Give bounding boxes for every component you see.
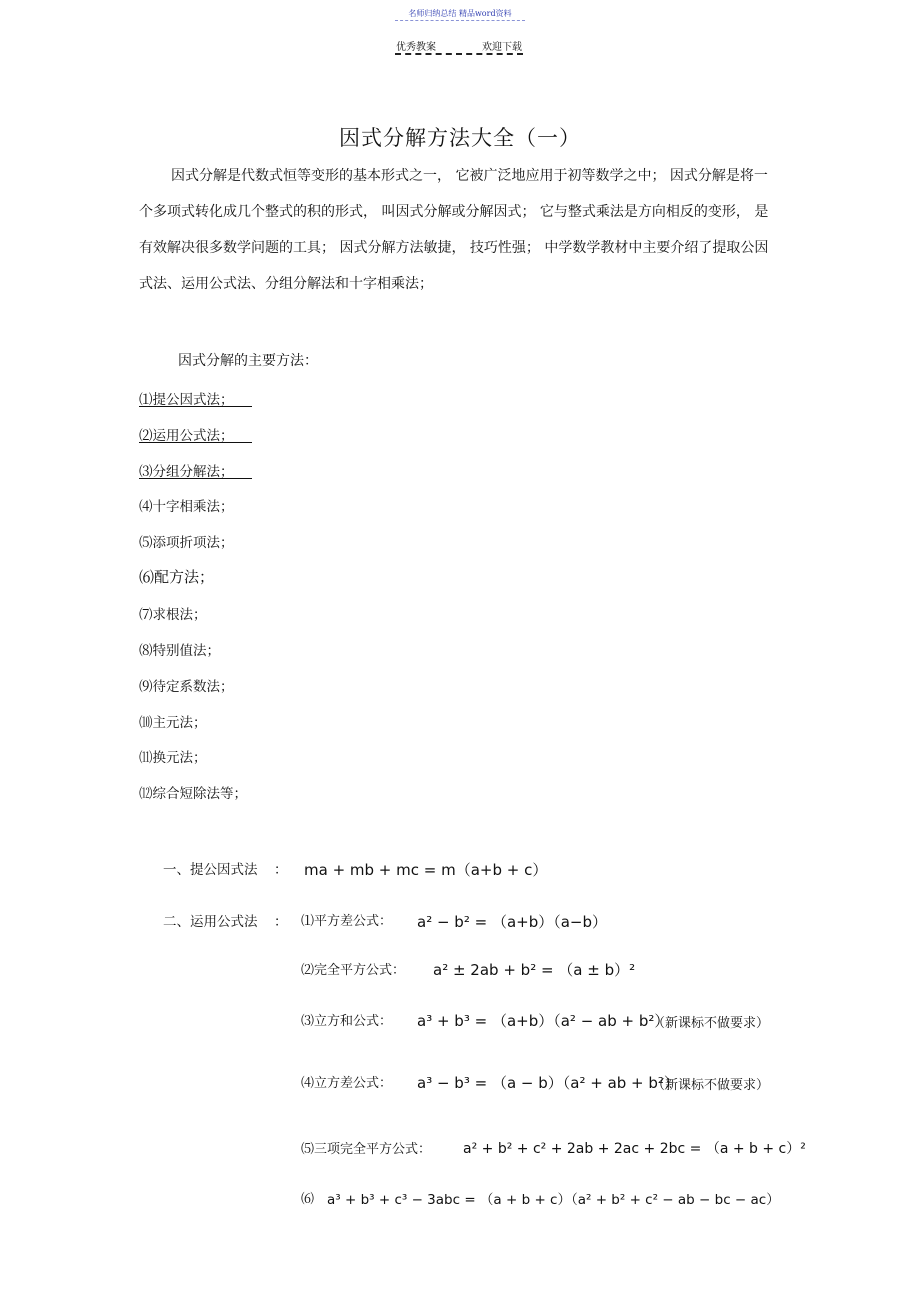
intro-paragraph: 因式分解是代数式恒等变形的基本形式之一， 它被广泛地应用于初等数学之中； 因式分解是将一个多项式转化成几个整式的积的形式， 叫因式分解或分解因式； 它与整式乘法是方向相反的变形， 是有效解决很多数学问题的工具； 因式分解方法敏捷， 技巧性强； 中学数学教材中主要介绍了提取公因式法、运用公式法、分组分解法和十字相乘法； <box>139 168 769 292</box>
method-underline <box>139 406 252 407</box>
method-item: ⑾换元法； <box>139 750 207 766</box>
method-item: ⑽主元法； <box>139 715 207 731</box>
method-item: ⑵运用公式法； <box>139 428 234 444</box>
trinomial-square-formula: a² + b² + c² + 2ab + 2ac + 2bc = （a + b + c）² <box>463 1141 806 1157</box>
method-underline <box>139 442 252 443</box>
method-item: ⑶分组分解法； <box>139 464 234 480</box>
header-divider <box>395 20 525 21</box>
section-formula-method-label: 二、运用公式法 <box>163 914 258 930</box>
difference-of-cubes-formula: a³ − b³ = （a − b）（a² + ab + b²） <box>417 1074 679 1092</box>
method-item: ⑿综合短除法等； <box>139 786 247 802</box>
formula-label: ⑵完全平方公式： <box>301 963 406 978</box>
section-common-factor-label: 一、提公因式法 <box>163 862 258 878</box>
document-title: 因式分解方法大全（一） <box>339 126 581 150</box>
formula-label: ⑷立方差公式： <box>301 1076 393 1091</box>
header-right-label: 欢迎下载 <box>482 42 522 53</box>
method-item: ⑺求根法； <box>139 607 207 623</box>
perfect-square-formula: a² ± 2ab + b² = （a ± b）² <box>433 961 636 979</box>
formula-label: ⑹ <box>301 1192 315 1207</box>
section-colon: ： <box>274 914 288 930</box>
method-item: ⑹配方法； <box>139 568 215 586</box>
difference-of-squares-formula: a² − b² = （a+b）（a−b） <box>417 913 608 931</box>
formula-label: ⑴平方差公式： <box>301 914 393 929</box>
method-item: ⑼待定系数法； <box>139 679 234 695</box>
header-left-label: 优秀教案 <box>396 42 436 53</box>
formula-label: ⑸三项完全平方公式： <box>301 1142 432 1157</box>
methods-heading: 因式分解的主要方法： <box>178 353 318 369</box>
formula-label: ⑶立方和公式： <box>301 1014 393 1029</box>
section-colon: ： <box>274 862 288 878</box>
method-item: ⑻特别值法； <box>139 643 220 659</box>
common-factor-formula: ma + mb + mc = m（a+b + c） <box>304 861 548 879</box>
sum-of-three-cubes-formula: a³ + b³ + c³ − 3abc = （a + b + c）（a² + b² + c² − ab − bc − ac） <box>327 1192 780 1208</box>
method-underline <box>139 478 252 479</box>
method-item: ⑷十字相乘法； <box>139 499 234 515</box>
method-item: ⑸添项折项法； <box>139 535 234 551</box>
method-item: ⑴提公因式法； <box>139 392 234 408</box>
formula-note: （新课标不做要求） <box>652 1078 770 1093</box>
header-underline <box>395 53 523 55</box>
header-top-line: 名师归纳总结 精品word资料 <box>408 9 512 18</box>
sum-of-cubes-formula: a³ + b³ = （a+b）（a² − ab + b²） <box>417 1012 670 1030</box>
formula-note: （新课标不做要求） <box>652 1016 770 1031</box>
